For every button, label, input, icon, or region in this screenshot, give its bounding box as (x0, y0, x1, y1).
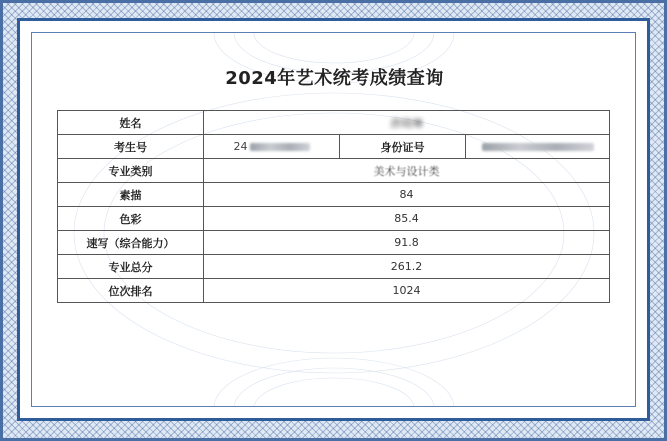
table-row-exam-id (58, 135, 610, 159)
table-row-speed (58, 231, 610, 255)
total-score-label: 专业总分 (58, 255, 204, 279)
sketch-value: 84 (204, 183, 610, 207)
score-table (57, 110, 610, 303)
name-value: 唐晓琳 (390, 116, 423, 130)
name-label: 姓名 (58, 111, 204, 135)
speed-sketch-label: 速写（综合能力） (58, 231, 204, 255)
total-score-value: 261.2 (204, 255, 610, 279)
id-number-value-cell (466, 135, 610, 159)
rank-label: 位次排名 (58, 279, 204, 303)
speed-sketch-value: 91.8 (204, 231, 610, 255)
name-value-cell (204, 111, 610, 135)
rank-value: 1024 (204, 279, 610, 303)
exam-number-value-cell (204, 135, 340, 159)
exam-number-value: 24 (233, 140, 248, 153)
category-value: 美术与设计类 (373, 164, 440, 178)
table-row-name (58, 111, 610, 135)
color-label: 色彩 (58, 207, 204, 231)
category-value-cell (204, 159, 610, 183)
page-title: 2024年艺术统考成绩查询 (225, 68, 444, 89)
certificate-inner-frame (31, 32, 636, 407)
category-label: 专业类别 (58, 159, 204, 183)
color-value: 85.4 (204, 207, 610, 231)
id-number-label: 身份证号 (340, 135, 466, 159)
id-number-redaction (482, 143, 594, 151)
table-row-sketch (58, 183, 610, 207)
sketch-label: 素描 (58, 183, 204, 207)
table-row-category (58, 159, 610, 183)
table-row-total (58, 255, 610, 279)
table-row-color (58, 207, 610, 231)
exam-number-redaction (250, 143, 310, 151)
exam-number-label: 考生号 (58, 135, 204, 159)
table-row-rank (58, 279, 610, 303)
